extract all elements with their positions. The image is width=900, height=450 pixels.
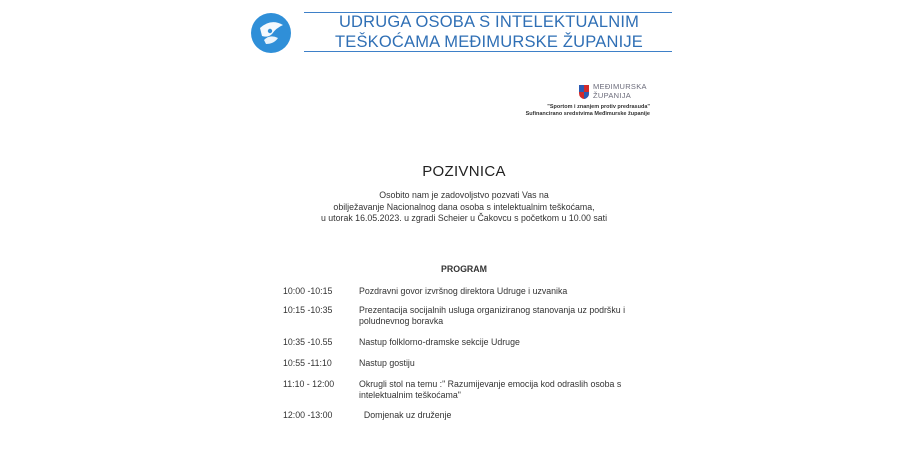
county-name xyxy=(593,82,647,100)
invitation-text-line2: obilježavanje Nacionalnog dana osoba s intelektualnim teškoćama, xyxy=(333,201,595,212)
organization-title-line1: UDRUGA OSOBA S INTELEKTUALNIM xyxy=(338,13,640,31)
sponsor-slogan: "Sportom i znanjem protiv predrasuda" xyxy=(547,104,650,110)
program-item-time: 10:15 -10:35 xyxy=(283,305,333,315)
invitation-text xyxy=(244,190,684,225)
organization-title xyxy=(305,12,673,52)
county-name-line1: MEĐIMURSKA xyxy=(593,82,647,91)
sponsor-funding: Sufinancirano sredstvima Međimurske županije xyxy=(525,111,650,117)
program-item-description: Pozdravni govor izvršnog direktora Udruge i uzvanika xyxy=(359,286,568,296)
sponsor-note xyxy=(470,104,650,118)
program-item-description: Nastup folklorno-dramske sekcije Udruge xyxy=(359,337,520,347)
program-item-description: Nastup gostiju xyxy=(359,358,415,368)
program-item-time: 10:35 -10.55 xyxy=(283,337,333,347)
program-item-time: 12:00 -13:00 xyxy=(283,410,333,420)
program-item-description: Prezentacija socijalnih usluga organiziranog stanovanja uz podršku i poludnevnog boravka xyxy=(359,305,626,326)
program-item-time: 10:55 -11:10 xyxy=(283,358,332,368)
program-heading: PROGRAM xyxy=(441,264,487,274)
organization-title-line2: TEŠKOĆAMA MEĐIMURSKE ŽUPANIJE xyxy=(334,33,644,51)
invitation-text-line3: u utorak 16.05.2023. u zgradi Scheier u Čakovcu s početkom u 10.00 sati xyxy=(320,213,608,223)
program-item-time: 11:10 - 12:00 xyxy=(283,379,335,389)
title-bottom-rule xyxy=(304,51,672,52)
invitation-title: POZIVNICA xyxy=(422,163,506,180)
county-flag-icon xyxy=(578,84,590,100)
program-item-description: Domjenak uz druženje xyxy=(359,410,452,420)
program-item-description: Okrugli stol na temu :" Razumijevanje emocija kod odraslih osoba s intelektualnim teškoćama" xyxy=(359,379,622,400)
county-logo xyxy=(578,82,678,104)
organization-logo-icon xyxy=(250,12,292,54)
county-name-line2: ŽUPANIJA xyxy=(593,91,632,100)
program-item-time: 10:00 -10:15 xyxy=(283,286,333,296)
invitation-text-line1: Osobito nam je zadovoljstvo pozvati Vas na xyxy=(379,190,549,200)
